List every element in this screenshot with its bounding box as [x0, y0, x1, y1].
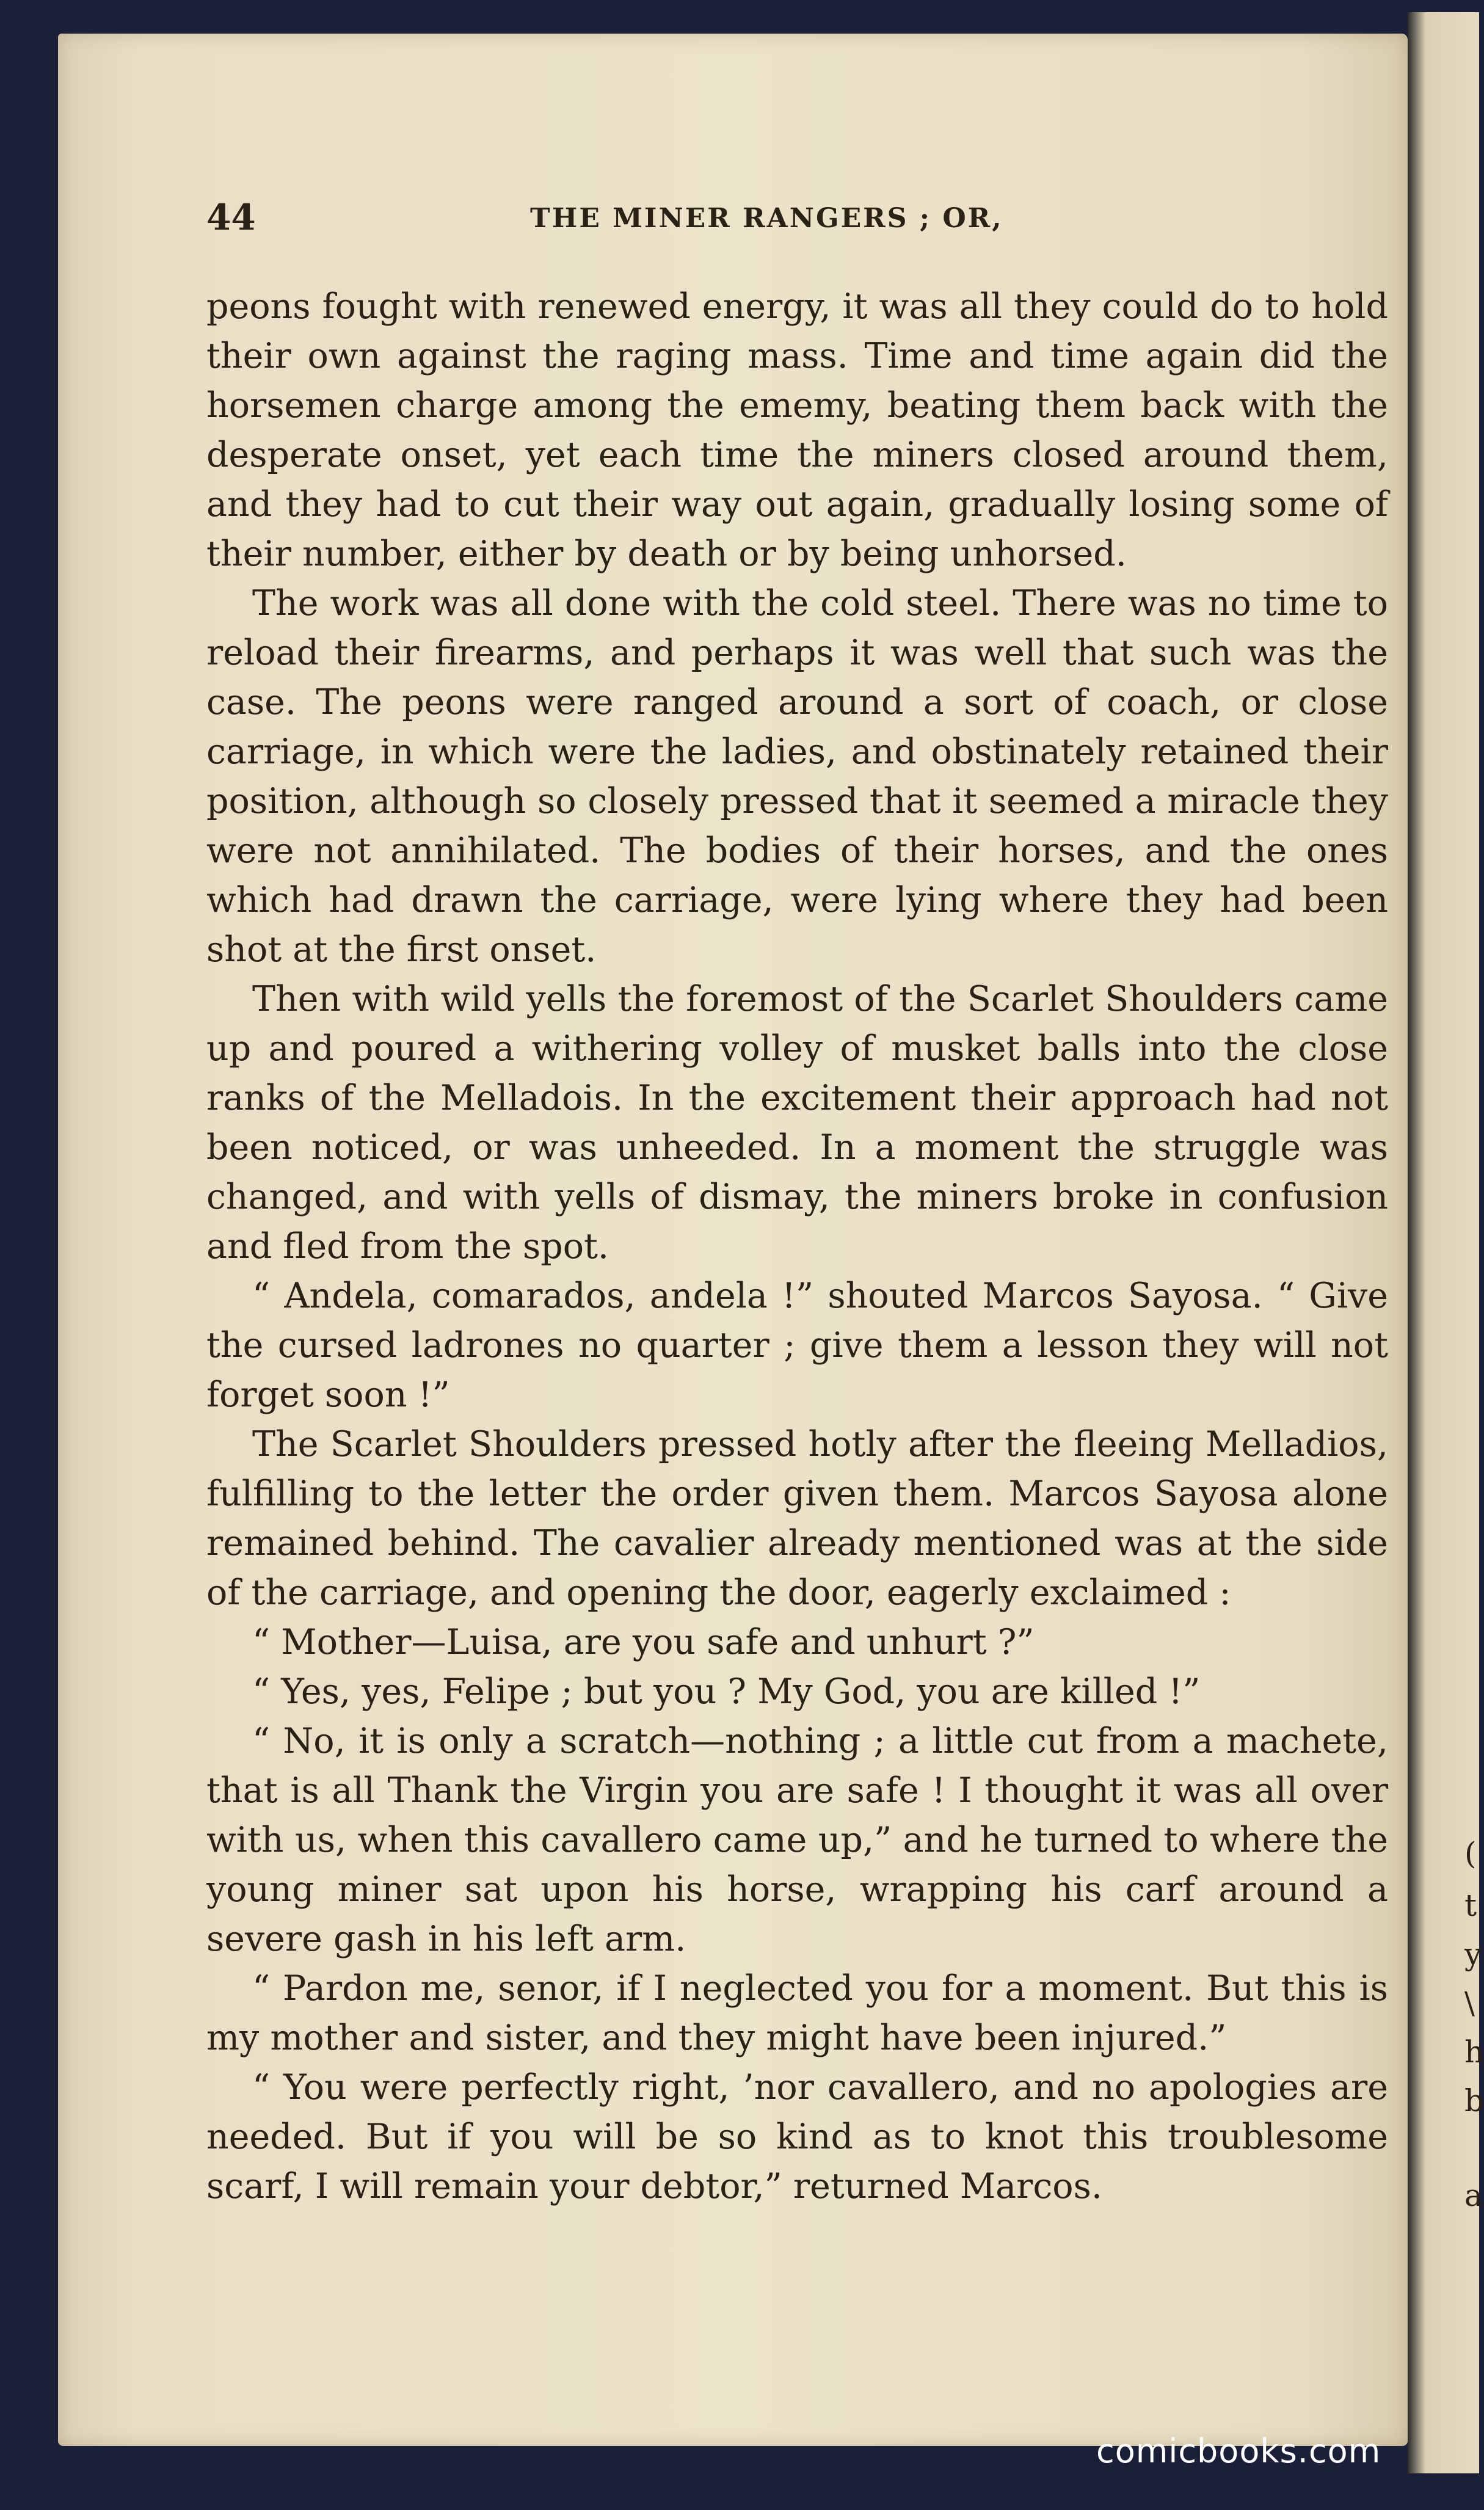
paragraph: “ You were perfectly right, ’nor cavallero, and no apologies are needed. But if you will be so kind as to knot this troublesome scarf, I will remain your debtor,” returned Marcos. [206, 2067, 1388, 2206]
page-header [206, 197, 1388, 252]
edge-fragment: b [1464, 2083, 1484, 2119]
edge-fragment: a [1464, 2178, 1483, 2213]
watermark: comicbooks.com [1096, 2432, 1381, 2470]
paragraph: “ Pardon me, senor, if I neglected you for a moment. But this is my mother and sister, and they might have been injured.” [206, 1968, 1388, 2058]
edge-fragment: ( [1464, 1836, 1477, 1871]
paragraph: “ Mother—Luisa, are you safe and unhurt ?” [252, 1622, 1035, 1662]
edge-fragment: y [1464, 1937, 1482, 1972]
paragraph: “ No, it is only a scratch—nothing ; a little cut from a machete, that is all Thank the Virgin you are safe ! I thought it was all over with us, when this cavallero came up,” and he turned to where the young miner sat upon his horse, wrapping his carf around a severe gash in his left arm. [206, 1721, 1388, 1959]
running-title: THE MINER RANGERS ; OR, [530, 203, 1003, 234]
paragraph: peons fought with renewed energy, it was all they could do to hold their own against the raging mass. Time and time again did the horsemen charge among the ememy, beating them back with the desperate onset, yet each time the miners closed around them, and they had to cut their way out again, gradually losing some of their number, either by death or by being unhorsed. [206, 286, 1388, 574]
paragraph: The work was all done with the cold steel. There was no time to reload their firearms, and perhaps it was well that such was the case. The peons were ranged around a sort of coach, or close carriage, in which were the ladies, and obstinately retained their position, although so closely pressed that it seemed a miracle they were not annihilated. The bodies of their horses, and the ones which had drawn the carriage, were lying where they had been shot at the first onset. [206, 583, 1388, 970]
edge-fragment: t [1464, 1888, 1477, 1923]
paragraph: Then with wild yells the foremost of the Scarlet Shoulders came up and poured a withering volley of musket balls into the close ranks of the Melladois. In the excitement their approach had not been noticed, or was unheeded. In a moment the struggle was changed, and with yells of dismay, the miners broke in confusion and fled from the spot. [206, 979, 1388, 1267]
edge-fragment: h [1464, 2034, 1484, 2070]
paragraph: “ Yes, yes, Felipe ; but you ? My God, you are killed !” [252, 1672, 1201, 1712]
page-number: 44 [206, 197, 256, 238]
paragraph: “ Andela, comarados, andela !” shouted Marcos Sayosa. “ Give the cursed ladrones no quarter ; give them a lesson they will not forget soon !” [206, 1276, 1388, 1415]
paragraph: The Scarlet Shoulders pressed hotly after the fleeing Melladios, fulfilling to the letter the order given them. Marcos Sayosa alone remained behind. The cavalier already mentioned was at the side of the carriage, and opening the door, eagerly exclaimed : [206, 1424, 1388, 1613]
edge-fragment: \ [1464, 1985, 1475, 2021]
body-text [206, 282, 1388, 2211]
